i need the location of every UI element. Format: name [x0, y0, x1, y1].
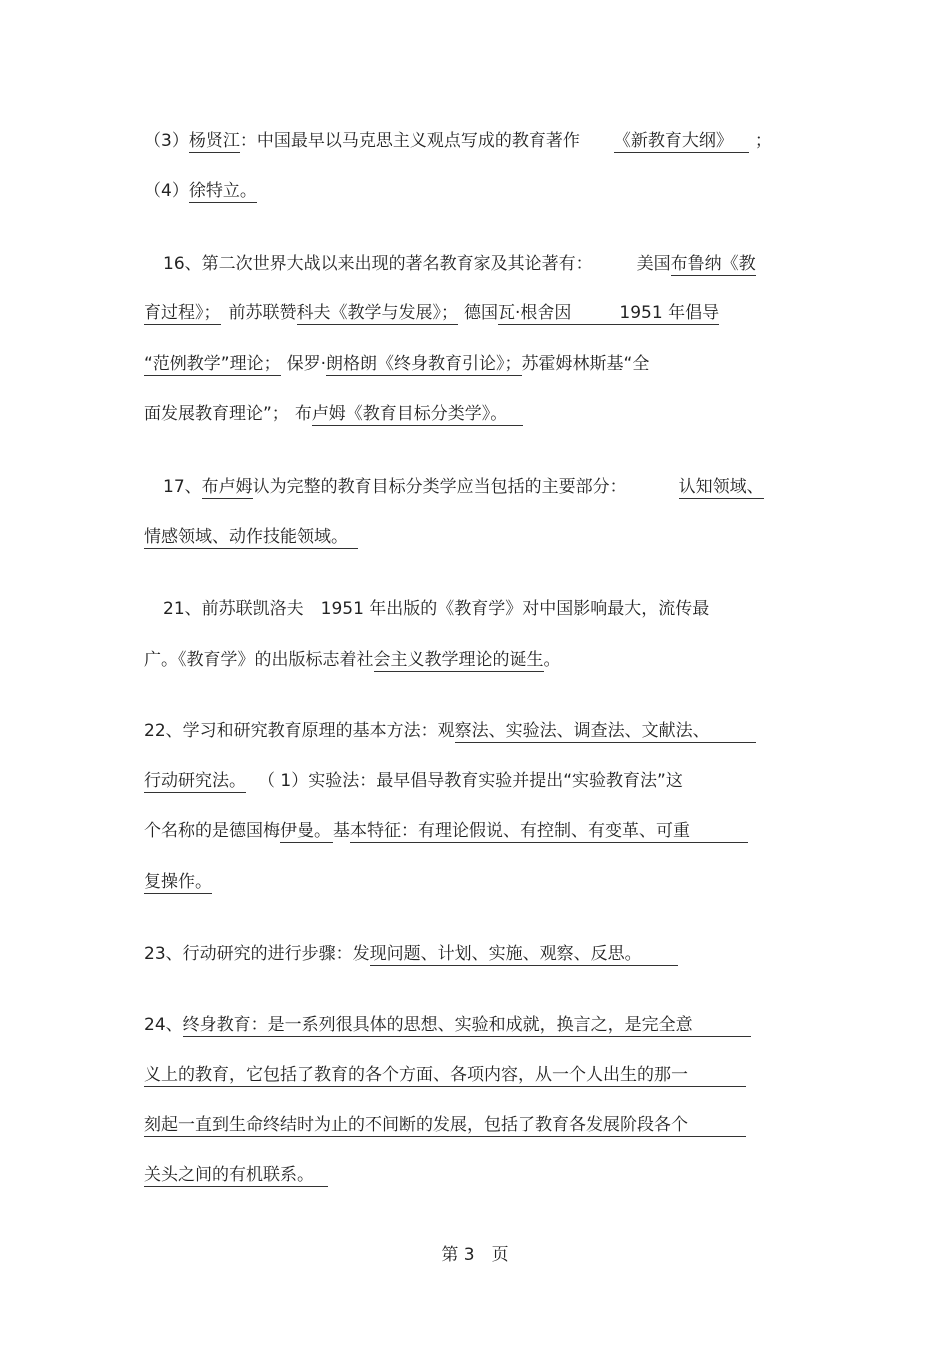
q17-bloom: 布卢姆 [201, 477, 253, 497]
q22-experiment: （ 1）实验法：最早倡导教育实验并提出“实验教育法”这 [258, 771, 683, 791]
q23-text: 23、行动研究的进行步骤：发 [144, 944, 370, 964]
q16-bruner-cont: 育过程》； [144, 303, 221, 323]
q22-line-4 [144, 869, 212, 895]
q21-line-2 [144, 647, 561, 673]
q21-socialist: 会主义教学理论的诞生 [373, 650, 544, 670]
q16-country-us: 美国 [636, 254, 671, 274]
person-yang-xianjiang: 杨贤江 [188, 131, 240, 151]
q21-end: 。 [543, 650, 561, 670]
q16-text: 16、第二次世界大战以来出现的著名教育家及其论著有： [163, 254, 593, 274]
q24-number: 24、 [144, 1015, 183, 1035]
q21-line-1 [163, 596, 709, 622]
q22-methods: 察法、实验法、调查法、文献法、 [455, 720, 756, 743]
q17-text: 认为完整的教育目标分类学应当包括的主要部分： [252, 477, 627, 497]
q16-line-1 [163, 251, 756, 277]
q23-steps: 现问题、计划、实施、观察、反思。 [370, 943, 678, 966]
q16-sukhomlinsky: 苏霍姆林斯基“全 [521, 354, 650, 374]
item-3-text: ：中国最早以马克思主义观点写成的教育著作 [239, 131, 580, 151]
q16-zankov: 科夫《教学与发展》； [296, 303, 458, 323]
q24-text-4: 关头之间的有机联系。 [144, 1164, 328, 1187]
q17-domains: 情感领域、动作技能领域。 [144, 526, 358, 549]
q24-text-3: 刻起一直到生命终结时为止的不间断的发展，包括了教育各发展阶段各个 [144, 1114, 746, 1137]
q17-cognitive: 认知领域、 [678, 477, 764, 497]
item-3-number: （3） [144, 131, 189, 151]
item-3-end: ； [754, 131, 772, 151]
q16-year: 1951 年倡导 [573, 302, 719, 325]
q16-line-2 [144, 300, 719, 326]
q22-features-cont: 复操作。 [144, 872, 212, 892]
q24-lifelong: 终身教育：是一系列很具体的思想、实验和成就，换言之，是完全意 [183, 1014, 751, 1037]
q16-soviet: 前苏联赞 [228, 303, 297, 323]
q16-bruner: 布鲁纳《教 [670, 254, 756, 274]
q22-action-research: 行动研究法。 [144, 771, 246, 791]
q22-ji: 基 [333, 821, 350, 841]
book-title-xin-jiaoyu-dagang: 《新教育大纲》 [614, 130, 749, 153]
item-4-number: （4） [144, 181, 189, 201]
q23-line-1 [144, 941, 678, 967]
q24-line-4 [144, 1162, 328, 1188]
q22-line-3 [144, 818, 748, 844]
q24-line-2 [144, 1062, 746, 1088]
q16-bloom: 卢姆《教育目标分类学》。 [312, 403, 524, 426]
q16-lengrand: 朗格朗《终身教育引论》； [326, 354, 522, 374]
q24-line-3 [144, 1112, 746, 1138]
person-xu-teli: 徐特立。 [188, 181, 257, 201]
q21-text-2: 广。《教育学》的出版标志着社 [144, 650, 374, 670]
q16-germany: 德国 [464, 303, 498, 323]
q22-meumann-text: 个名称的是德国梅 [144, 821, 280, 841]
q21-text: 21、前苏联凯洛夫 1951 年出版的《教育学》对中国影响最大，流传最 [163, 599, 710, 619]
item-3-line [144, 128, 772, 154]
q16-line-3 [144, 351, 649, 377]
item-4-line [144, 178, 257, 204]
q17-line-2 [144, 524, 358, 550]
q16-line-4 [144, 401, 523, 427]
q16-wagenschein: 瓦·根舍因 [498, 303, 572, 323]
q22-features: 本特征：有理论假说、有控制、有变革、可重 [350, 820, 748, 843]
q22-text: 22、学习和研究教育原理的基本方法：观 [144, 721, 455, 741]
q16-bu: 布 [294, 404, 312, 424]
q24-line-1 [144, 1012, 751, 1038]
q17-line-1 [163, 474, 764, 500]
q16-paul: 保罗· [286, 354, 327, 374]
q16-paradigm: “范例教学”理论； [144, 354, 281, 374]
q16-all-round: 面发展教育理论”； [144, 404, 289, 424]
q22-meumann: 伊曼。 [280, 821, 331, 841]
page-number: 第 3 页 [441, 1245, 509, 1265]
q22-line-2 [144, 768, 683, 794]
q24-text-2: 义上的教育，它包括了教育的各个方面、各项内容，从一个人出生的那一 [144, 1064, 746, 1087]
q22-line-1 [144, 718, 756, 744]
q17-number: 17、 [163, 477, 202, 497]
